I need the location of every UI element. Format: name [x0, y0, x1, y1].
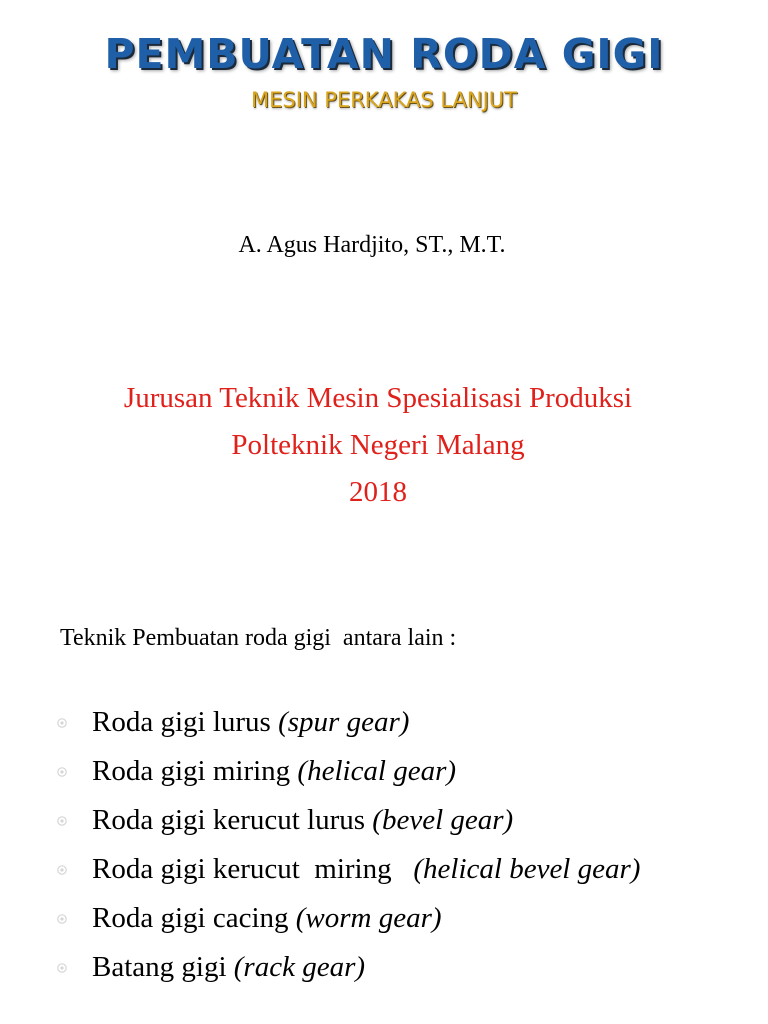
target-bullet-icon	[57, 816, 67, 826]
year: 2018	[349, 476, 407, 508]
list-item	[55, 800, 755, 841]
list-item	[55, 849, 755, 890]
author-name: A. Agus Hardjito, ST., M.T.	[238, 232, 506, 258]
list-item-text: Roda gigi kerucut miring	[92, 853, 414, 885]
list-item-text: Roda gigi lurus	[92, 706, 279, 738]
list-item	[55, 702, 755, 743]
list-item-text: Roda gigi cacing	[92, 902, 296, 934]
target-bullet-icon	[57, 963, 67, 973]
target-bullet-icon	[57, 767, 67, 777]
list-item-english: (helical bevel gear)	[413, 853, 641, 885]
target-bullet-icon	[57, 718, 67, 728]
target-bullet-icon	[57, 865, 67, 875]
department-block	[0, 375, 756, 516]
slide-title: PEMBUATAN RODA GIGI	[104, 30, 664, 78]
slide-subtitle: MESIN PERKAKAS LANJUT	[250, 88, 517, 112]
institution-name: Polteknik Negeri Malang	[231, 429, 525, 461]
list-item-text: Roda gigi miring	[92, 755, 298, 787]
gear-type-list	[55, 702, 755, 996]
list-item-english: (worm gear)	[295, 902, 442, 934]
list-item-english: (rack gear)	[233, 951, 366, 983]
department-name: Jurusan Teknik Mesin Spesialisasi Produksi	[123, 382, 633, 414]
list-item-text: Roda gigi kerucut lurus	[92, 804, 373, 836]
list-item-english: (bevel gear)	[372, 804, 514, 836]
list-item-english: (spur gear)	[278, 706, 410, 738]
list-item	[55, 898, 755, 939]
intro-text: Teknik Pembuatan roda gigi antara lain :	[60, 625, 457, 651]
list-item	[55, 947, 755, 988]
list-item-text: Batang gigi	[92, 951, 234, 983]
target-bullet-icon	[57, 914, 67, 924]
list-item-english: (helical gear)	[297, 755, 457, 787]
list-item	[55, 751, 755, 792]
